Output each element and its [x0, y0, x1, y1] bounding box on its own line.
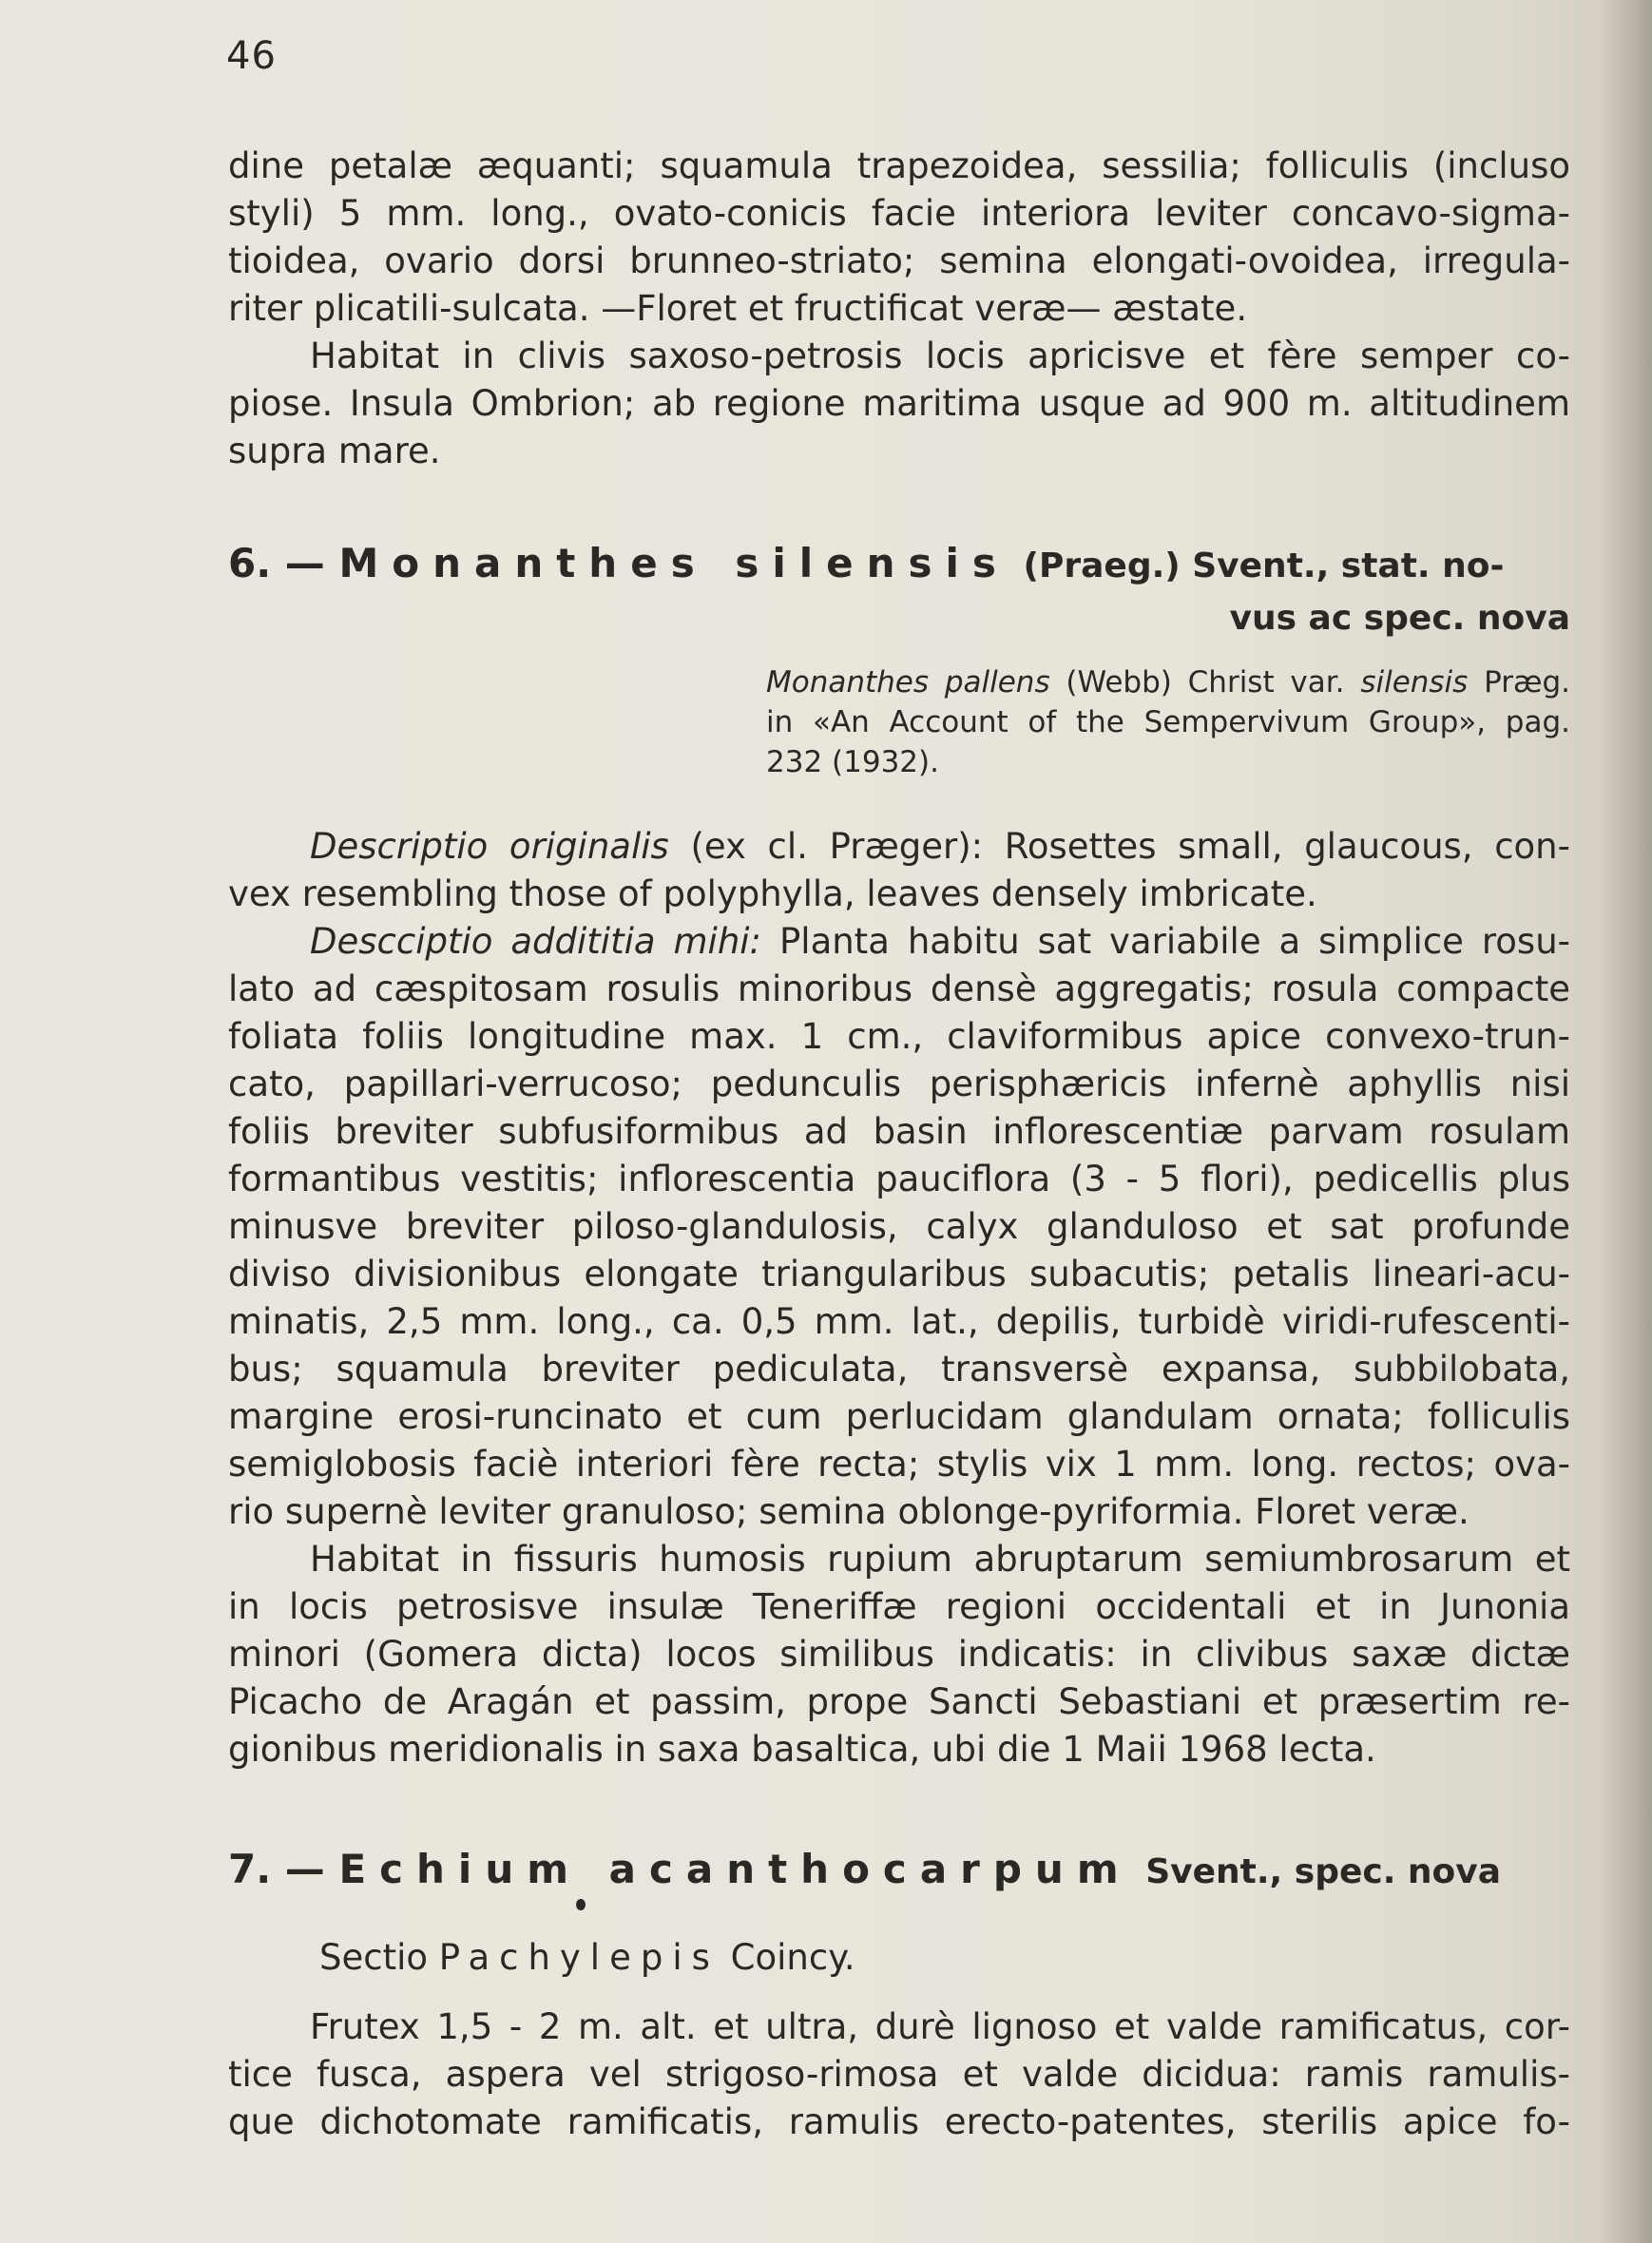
text-line: riter plicatili-sulcata. —Floret et fructificat veræ— æstate. [228, 288, 1248, 329]
text-line: tioidea, ovario dorsi brunneo-striato; semina elongati-ovoidea, irregula- [228, 240, 1570, 281]
text-line: margine erosi-runcinato et cum perlucidam glandulam ornata; folliculis [228, 1396, 1570, 1437]
sectio-name: Pachylepis [438, 1937, 720, 1978]
text-line: semiglobosis faciè interiori fère recta; stylis vix 1 mm. long. rectos; ova- [228, 1444, 1570, 1485]
species-number: 6. — [228, 540, 325, 586]
bullet-mark [576, 1899, 586, 1910]
page-number: 46 [226, 34, 277, 78]
text-line: tice fusca, aspera vel strigoso-rimosa et valde dicidua: ramis ramulis- [228, 2054, 1570, 2095]
synonym-line: Monanthes pallens (Webb) Christ var. silensis Præg. [766, 665, 1570, 700]
text-line: Habitat in clivis saxoso-petrosis locis apricisve et fère semper co- [310, 335, 1570, 376]
text-line: formantibus vestitis; inflorescentia pauciflora (3 - 5 flori), pedicellis plus [228, 1159, 1570, 1199]
text-line: styli) 5 mm. long., ovato-conicis facie interiora leviter concavo-sigma- [228, 193, 1570, 234]
text-line: Habitat in fissuris humosis rupium abruptarum semiumbrosarum et [310, 1539, 1570, 1580]
text-line: bus; squamula breviter pediculata, transversè expansa, subbilobata, [228, 1349, 1570, 1390]
synonym-genus: Monanthes pallens [766, 665, 1050, 700]
description-label: Descriptio originalis [310, 826, 669, 867]
species-heading-6 [228, 540, 1504, 586]
text-line: minusve breviter piloso-glandulosis, calyx glanduloso et sat profunde [228, 1206, 1570, 1247]
description-label: Descciptio addititia mihi: [310, 921, 762, 962]
text-line: vex resembling those of polyphylla, leaves densely imbricate. [228, 873, 1317, 914]
text-line: diviso divisionibus elongate triangularibus subacutis; petalis lineari-acu- [228, 1254, 1570, 1294]
description-additional-line: Descciptio addititia mihi: Planta habitu sat variabile a simplice rosu- [310, 921, 1570, 962]
species-author-continued: vus ac spec. nova [1229, 599, 1570, 638]
text-line: gionibus meridionalis in saxa basaltica, ubi die 1 Maii 1968 lecta. [228, 1729, 1376, 1770]
synonym-variety: silensis [1360, 665, 1469, 700]
text-line: minori (Gomera dicta) locos similibus indicatis: in clivibus saxæ dictæ [228, 1634, 1570, 1675]
species-name: Monanthes silensis [338, 540, 1009, 586]
sectio-author: Coincy. [730, 1937, 855, 1978]
text-line: piose. Insula Ombrion; ab regione maritima usque ad 900 m. altitudinem [228, 383, 1570, 424]
species-author: Svent., spec. nova [1145, 1852, 1502, 1891]
page-edge-shadow [1600, 0, 1652, 2243]
text-line: foliis breviter subfusiformibus ad basin inflorescentiæ parvam rosulam [228, 1111, 1570, 1152]
synonym-line: in «An Account of the Sempervivum Group», pag. [766, 705, 1570, 739]
text-line: que dichotomate ramificatis, ramulis erecto-patentes, sterilis apice fo- [228, 2101, 1570, 2142]
description-original-line: Descriptio originalis (ex cl. Præger): Rosettes small, glaucous, con- [310, 826, 1570, 867]
sectio-line [319, 1937, 855, 1978]
text-line: cato, papillari-verrucoso; pedunculis perisphæricis infernè aphyllis nisi [228, 1064, 1570, 1104]
species-name: Echium acanthocarpum [338, 1846, 1132, 1892]
text-line: rio supernè leviter granuloso; semina oblonge-pyriformia. Floret veræ. [228, 1491, 1470, 1532]
synonym-line: 232 (1932). [766, 745, 939, 779]
text-line: Frutex 1,5 - 2 m. alt. et ultra, durè lignoso et valde ramificatus, cor- [310, 2006, 1570, 2047]
species-heading-7 [228, 1846, 1501, 1892]
sectio-label: Sectio [319, 1937, 429, 1978]
text-line: minatis, 2,5 mm. long., ca. 0,5 mm. lat., depilis, turbidè viridi-rufescenti- [228, 1301, 1570, 1342]
text-line: dine petalæ æquanti; squamula trapezoidea, sessilia; folliculis (incluso [228, 145, 1570, 186]
species-number: 7. — [228, 1846, 325, 1892]
text-line: Picacho de Aragán et passim, prope Sancti Sebastiani et præsertim re- [228, 1681, 1570, 1722]
text-line: lato ad cæspitosam rosulis minoribus densè aggregatis; rosula compacte [228, 968, 1570, 1009]
text-line: in locis petrosisve insulæ Teneriffæ regioni occidentali et in Junonia [228, 1586, 1570, 1627]
text-line: supra mare. [228, 431, 441, 471]
text-line: foliata foliis longitudine max. 1 cm., claviformibus apice convexo-trun- [228, 1016, 1570, 1057]
species-author: (Praeg.) Svent., stat. no- [1023, 546, 1505, 585]
